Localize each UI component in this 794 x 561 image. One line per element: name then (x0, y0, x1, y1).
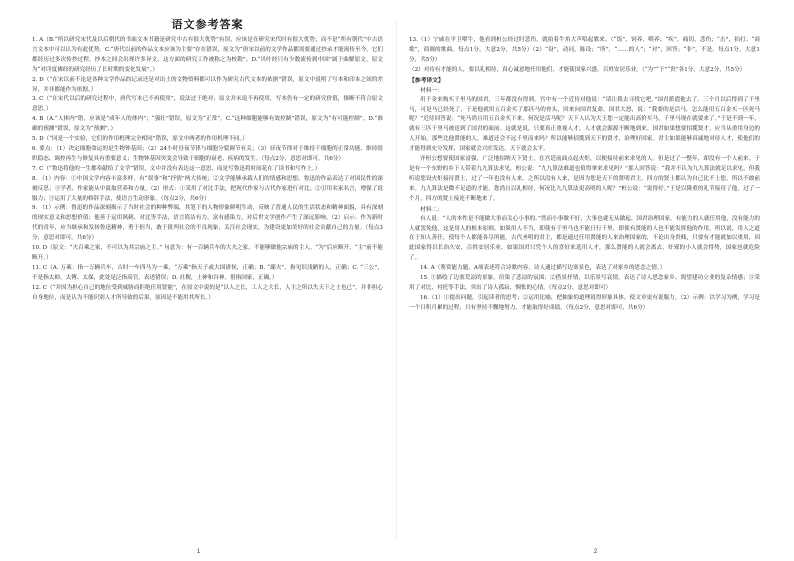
page-number-left: 1 (196, 549, 201, 555)
answer-paragraph: 15. ①描绘了边塞荒凉的景象，渲染了悲凉的氛围；②借景抒情，以乐景写哀情，表达了诗人思念家乡、渴望建功立业的复杂情感；③采用了对比、衬托等手法，突出了诗人孤寂、惆怅的心情。（每点2分，意思对即可） (409, 275, 760, 291)
answer-item: 9. （1）示例：鲁迅的作品深刻揭示了当时社会的种种弊端，其笔下的人物形象鲜明生动，反映了普通人民的生活状态和精神面貌，具有深刻的现实意义和思想价值；他善于运用讽刺、对比等手法，语言简洁有力，富有感染力，对后世文学创作产生了深远影响。（2）启示：作为新时代的青年，应当继承和发扬鲁迅精神，勇于担当，敢于批判社会的不良现象，关注社会现实，为建设更加美好的社会贡献自己的力量。（每点3分，意思对即可，共6分） (32, 205, 383, 242)
answer-paragraph: 有人说：“人的本性是不能做大事而关心小事的。”然而小事做不好，大事也就无从做起。国君治理国家，有能力的人就任用他，没有能力的人就罢免他，这是用人的根本原则。如果用人不当，即使有千里马也不能日行千里，即使有贤能的人也不能发挥他的作用。所以说，用人之道在于知人善任，使每个人都能各尽所能。古代圣明的君主，都是通过任用贤能的人来治理国家的，不论出身贵贱，只要有才能就加以重用，因此国家得以长治久安，百姓安居乐业。如果国君只凭个人的喜好来选用人才，那么贤能的人就会离去，奸邪的小人就会得势，国家也就危险了。 (409, 215, 760, 262)
answer-item: 6. 要点：（1）决定细胞命运的是生物钟基因；（2）24小时昼夜节律与细胞分裂调节有关；（3）昼夜节律对于维持干细胞的正常功能、维持组织稳态、调控再生与修复具有重要意义；生物钟基因突变会导致干细胞的衰老、疾病的发生。（每点2分，意思对即可，共6分） (32, 145, 383, 162)
answer-paragraph: 用千金来购买千里马的国君，三年都没有得到。宫中有一个近侍对他说：“请让我去寻找它吧。”国君派遣他去了。三个月以后得到了千里马，可是马已经死了，于是他就用五百金买了那匹马的骨头，回来向国君复命。国君大怒，说：“我要的是活马，怎么能用五百金买一匹死马呢？”近侍回答说：“死马尚且用五百金买下来，何况是活马呢？天下人认为大王您一定能出高价买马，千里马现在就要来了。”于是不到一年，就有三匹千里马被送到了国君的面前。这就是说，只要真正重视人才，人才就会源源不断地到来。国君如果想要招揽贤才，应当从重用身边的人开始，那些比他贤能的人，难道还会不远千里而来吗？所以能够招揽到天下的贤才，治理好国家。君主如果能够真诚地对待人才，使他们的才能得到充分发挥，国家就会兴旺发达，天下就会太平。 (409, 96, 760, 153)
answer-item: 7. C（“鲁迅将他的一生都奉献给了文学”错误，文中并没有表达这一意思，而是写鲁迅将时间花在了读书和写作上。） (32, 165, 321, 172)
answer-list-right (409, 36, 760, 314)
answer-item: 8. （1）内容：①中国文学内容丰富多样，有“叙事”和“抒情”两大传统；②文学能够承载人们的情感和思想，鲁迅的作品表达了对国民性的深刻反思；③学者、作家能从中汲取营养和力量。（2）形式：①采用了对比手法，把现代作家与古代作家进行对比；②引用名家名言，增强了说服力；③运用了大量的修辞手法，使语言生动形象。（每点2分，共6分） (32, 175, 383, 202)
material-label: 材料一： (420, 87, 444, 94)
answer-paragraph: 14. A（鉴赏能力题，A项表述符合诗歌内容，诗人通过描写边塞景色，表达了对家乡的思念之情。） (420, 265, 666, 272)
answer-item: 1. A（B.“所以研究宋代及以后朝代的书面文本书籍是研究中古有很大优势”有误，应该是在研究宋代时有很大优势；而不是“所有朝代”中古语言文本中可以认为有此优势。C.“唐代以前的作品文本应该为主要”存在错误，原文为“唐宋以前的文学作品都需要通过抄录才能流传至今，它们都经历过多次传抄过程，抄本之间会出现许多异文，这方面的研究工作被称之为校勘”。D.“贝叶经只有少数流传到中国”属于曲解原文，原文为“对印度佛经的研究经历了长时期的变化发展”。） (32, 37, 383, 73)
answer-list-left (32, 36, 383, 303)
answer-paragraph: 齐桓公想要使国家富强，广泛地招纳天下贤士，在宫廷前面点起火炬，以便接待前来求见的人。但是过了一整年，却没有一个人前来。于是有一个东野的乡下人带着九九算法求见，桓公说：“九九算法难道也值得拿来求见吗？”那人回答说：“我并不认为九九算法就足以求见，但我听说您设火炬接待贤士，过了一年也没有人来。之所以没有人来，是因为您是天下的贤明君主，四方的贤士都认为自己比不上您，所以不敢前来。九九算法是微不足道的才能，您尚且以礼相待，何况比九九算法更高明的人呢？”桓公说：“说得好。”于是以隆重的礼节接待了他。过了一个月，四方的贤士接连不断地来了。 (409, 156, 760, 202)
section-heading: 【参考译文】 (409, 77, 444, 84)
answer-item: 10. D（原文：“夫百乘之家，不可以为其宗庙之主。” 句意为：有一百辆兵车的大夫之家，不能够做他宗庙的主人。“为”后应断开，“主”前不能断开。） (32, 245, 383, 261)
answer-paragraph: 16.（1）①提出问题，引起读者的思考；②运用比喻，把抽象的道理说得形象具体，使文章更有说服力。（2）示例：以学习为例，学习是一个日积月累的过程，只有坚持不懈地努力，才能取得好成绩。（每点2分，意思对即可，共6分） (409, 294, 760, 311)
answer-item: 2. D（“在宋以前不论是各种文学作品的记录还是对出土的文物资料都可以作为研究古代文本的依据”错误，原文中说明了写本和印本之间的差异，并非都能作为依据。） (32, 76, 383, 93)
answer-paragraph: 13.（1）宁戚在平卫喂牛，他看到桓公经过时悲伤，就拍着牛角大声唱起歌来。（“饭”，饲养、喂养；“疾”，痛切，悲伤；“击”，拍打；“商歌”，商调的歌曲。每点1分，大意2分，共5分）（2）“设”，动词，陈设；“所”，“……的人”；“对”，回答；“非”，不是。每点1分，大意1分，共5分） (409, 37, 760, 63)
document-title: 语文参考答案 (171, 18, 244, 31)
answer-item: 4. B（A.“人体内”错，应该是“成年人的体内”；“强壮”错误，原文为“正常”。C.“这种细胞能够有效控制”错误，原文为“有可能控制”。D.“准确的预测”错误，原文为“预测”。） (32, 116, 383, 133)
answer-item: 3. C（“在宋代以后的研究过程中，唐代写本已不再使用”，说法过于绝对；原文并未说不再使用，写本仍有一定的研究价值，推断不符合原文意思。） (32, 96, 383, 113)
page-number-right: 2 (593, 549, 598, 555)
answer-item: 5. D（“同是一个实验，它们的作用机理完全相同”错误，原文中两者的作用机理不同。） (32, 136, 248, 143)
answer-item: 12. C（“并因为担心自己的地位受到威胁而拒绝任用贤能”，在原文中说的是“以人之长，工人之大长，人主之所以失天下之士也已”，并非担心自身地位，而是认为不能识别人才所导致的后果，原因是不能用其所长。） (32, 284, 383, 301)
answer-paragraph: （2）对待有才能的人，要以礼相待，真心诚意地任用他们，才能使国家兴盛，百姓安居乐业。（“为”“下”“贵”各1分，大意2分，共5分） (409, 66, 746, 73)
material-label: 材料二： (420, 206, 444, 213)
answer-item: 11. C（A. 万乘：指一万辆兵车，古时一车四马为一乘，“万乘”指天子或大国诸侯，正确；B. “鄙夫”，指见识浅陋的人，正确；C. “三公”，不是指太师、太傅、太保，此处是泛指高官，表述错误；D. 社稷，土神和谷神，借指国家，正确。） (32, 264, 383, 281)
page-right (397, 0, 794, 561)
